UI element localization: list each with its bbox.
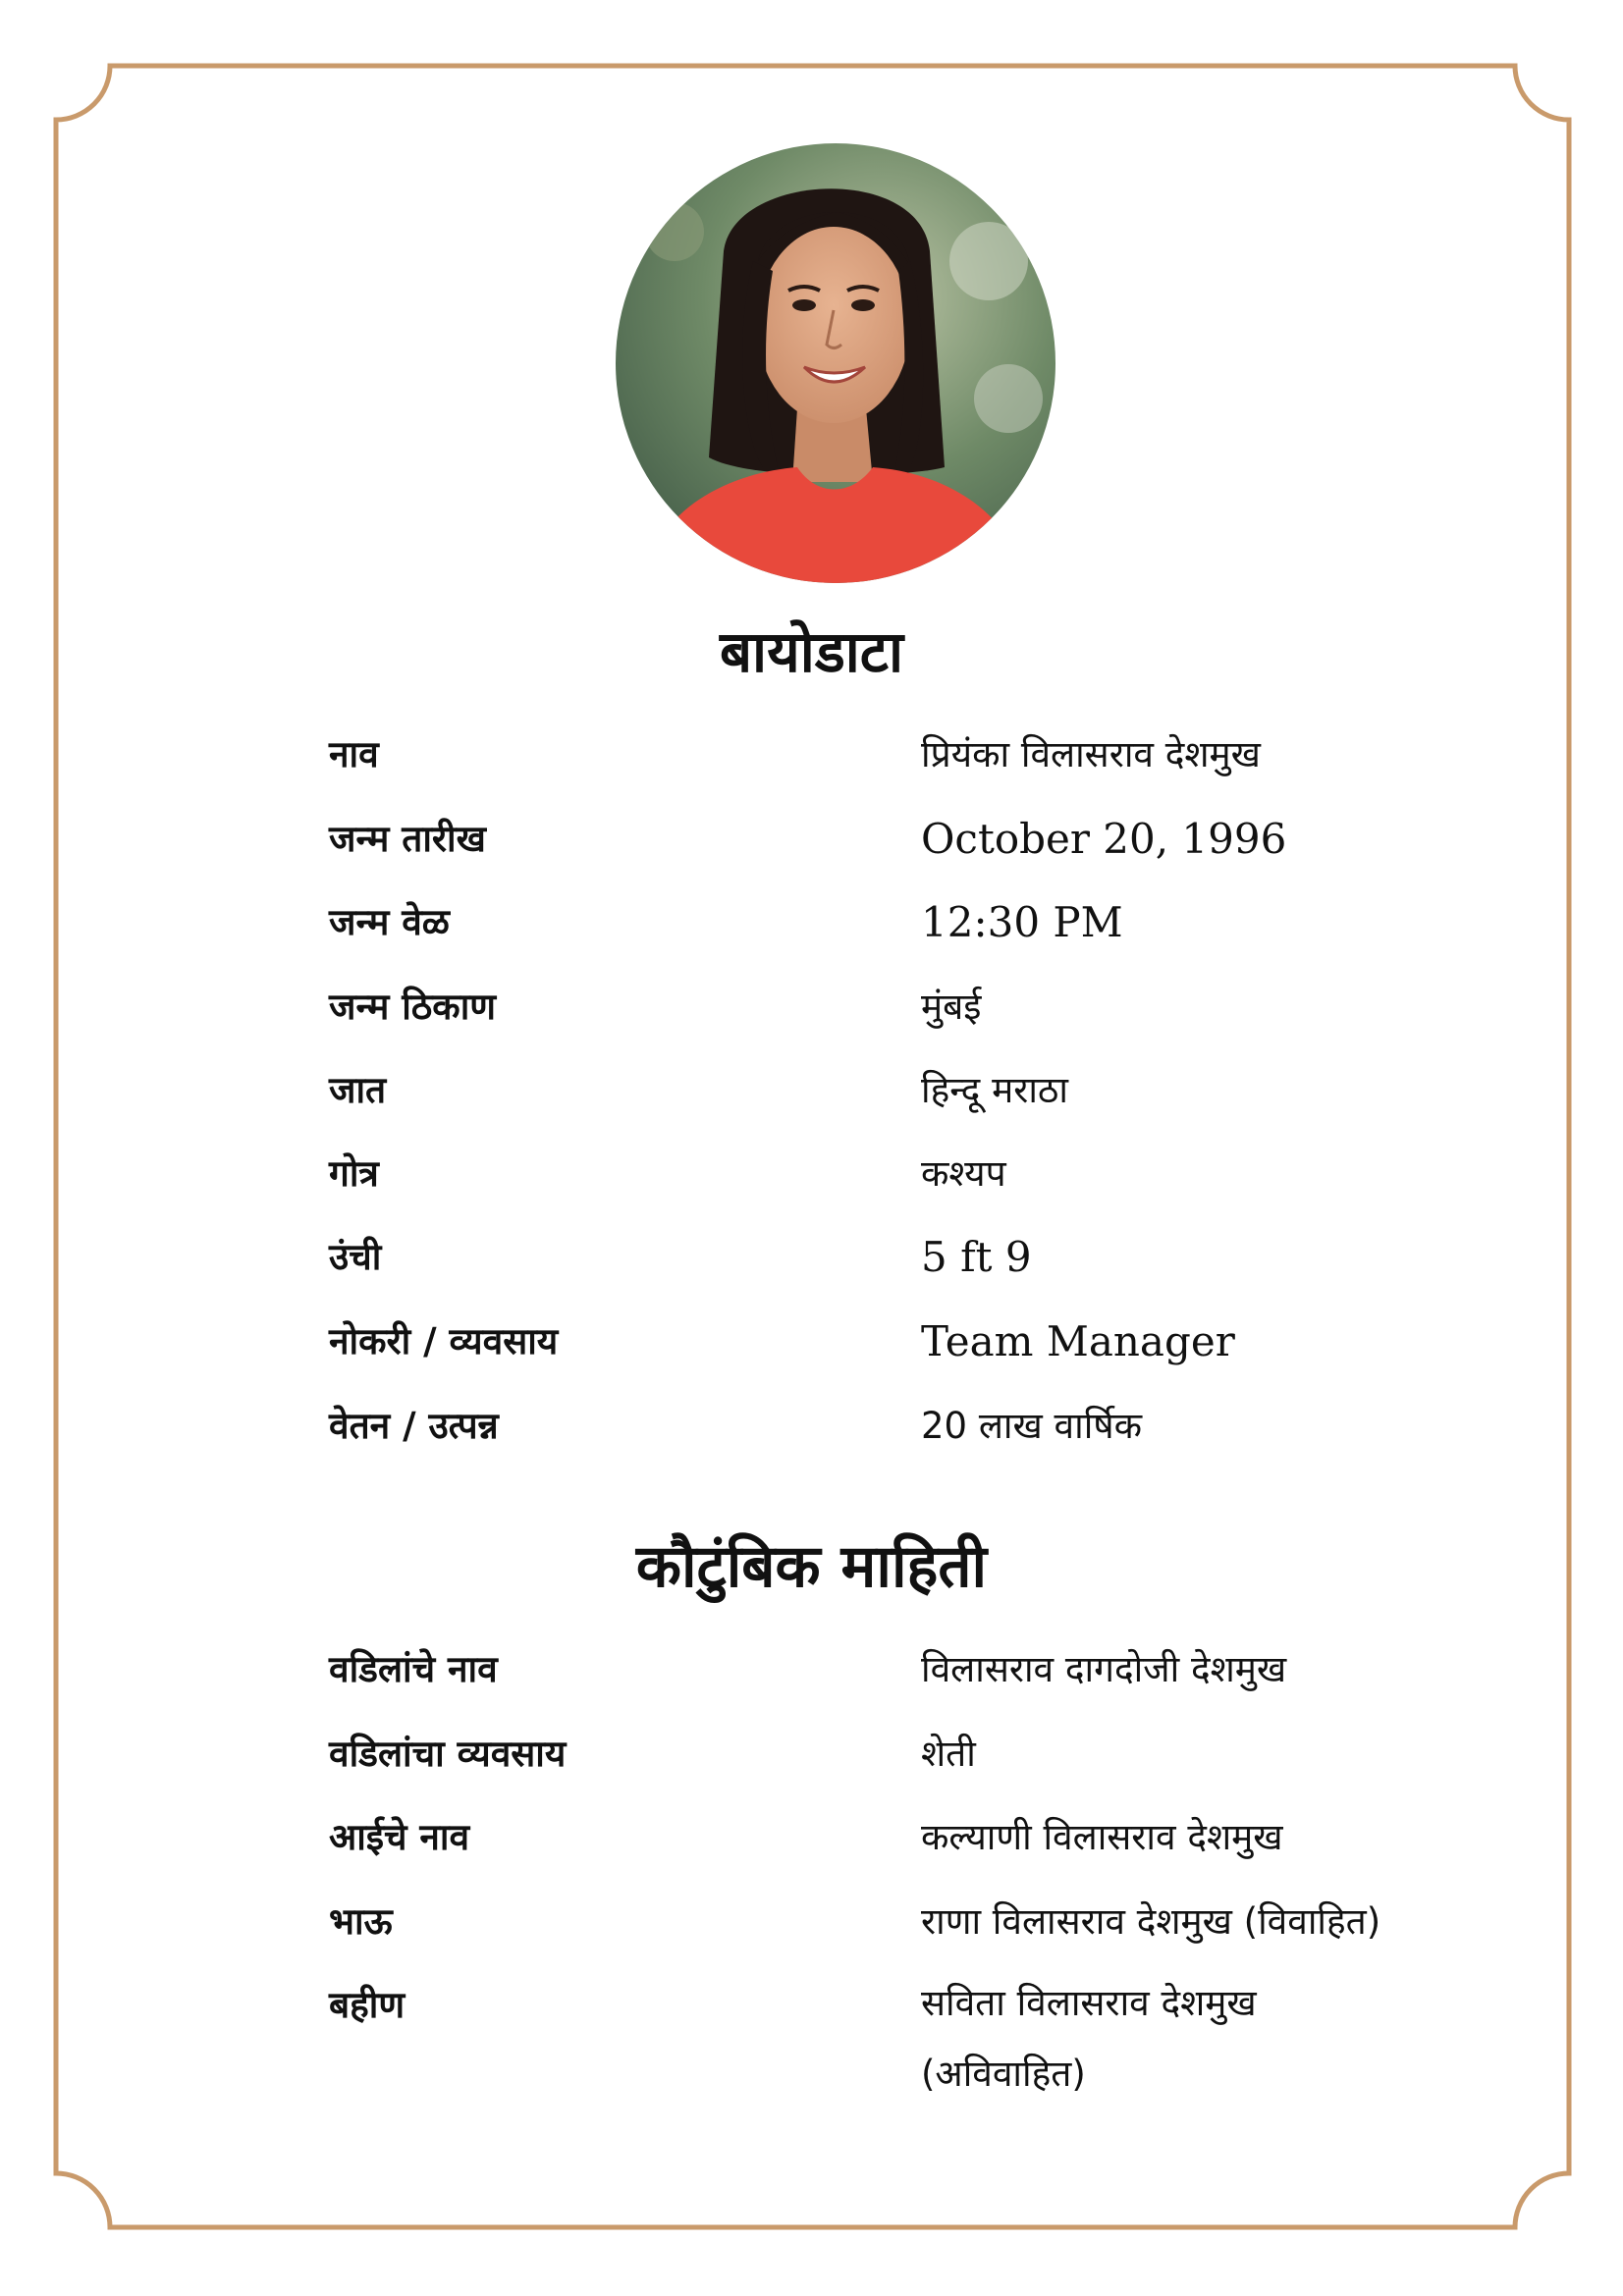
field-label: वडिलांचे नाव bbox=[329, 1648, 498, 1690]
field-label: जन्म वेळ bbox=[329, 901, 450, 943]
field-value: 20 लाख वार्षिक bbox=[921, 1405, 1143, 1447]
field-label: नोकरी / व्यवसाय bbox=[329, 1320, 559, 1362]
field-label: भाऊ bbox=[329, 1900, 393, 1943]
field-label: बहीण bbox=[329, 1984, 406, 2026]
field-value: कश्यप bbox=[921, 1152, 1006, 1195]
field-value: शेती bbox=[921, 1733, 976, 1775]
field-label: उंची bbox=[329, 1236, 382, 1278]
field-label: वडिलांचा व्यवसाय bbox=[329, 1733, 567, 1775]
field-value: विलासराव दागदोजी देशमुख bbox=[921, 1648, 1287, 1690]
field-label: आईचे नाव bbox=[329, 1816, 470, 1858]
field-label: वेतन / उत्पन्न bbox=[329, 1405, 499, 1447]
portrait-photo-icon bbox=[616, 143, 1055, 583]
family-info-title: कौटुंबिक माहिती bbox=[635, 1532, 988, 1601]
field-label: जन्म तारीख bbox=[329, 818, 486, 860]
field-value: 5 ft 9 bbox=[921, 1233, 1032, 1281]
field-value: सविता विलासराव देशमुख (अविवाहित) bbox=[921, 1982, 1257, 2095]
field-value: कल्याणी विलासराव देशमुख bbox=[921, 1816, 1283, 1858]
field-value: हिन्दू मराठा bbox=[921, 1069, 1068, 1111]
field-value: मुंबई bbox=[921, 986, 982, 1028]
field-label: जात bbox=[329, 1069, 387, 1111]
field-label: गोत्र bbox=[329, 1152, 379, 1195]
field-label: जन्म ठिकाण bbox=[329, 986, 497, 1028]
field-label: नाव bbox=[329, 733, 379, 775]
field-value: प्रियंका विलासराव देशमुख bbox=[921, 733, 1261, 775]
profile-photo bbox=[616, 143, 1055, 583]
field-value: 12:30 PM bbox=[921, 898, 1123, 946]
field-value: Team Manager bbox=[921, 1317, 1235, 1365]
field-value: October 20, 1996 bbox=[921, 815, 1287, 863]
field-value: राणा विलासराव देशमुख (विवाहित) bbox=[921, 1900, 1381, 1943]
biodata-title: बायोडाटा bbox=[719, 618, 904, 685]
